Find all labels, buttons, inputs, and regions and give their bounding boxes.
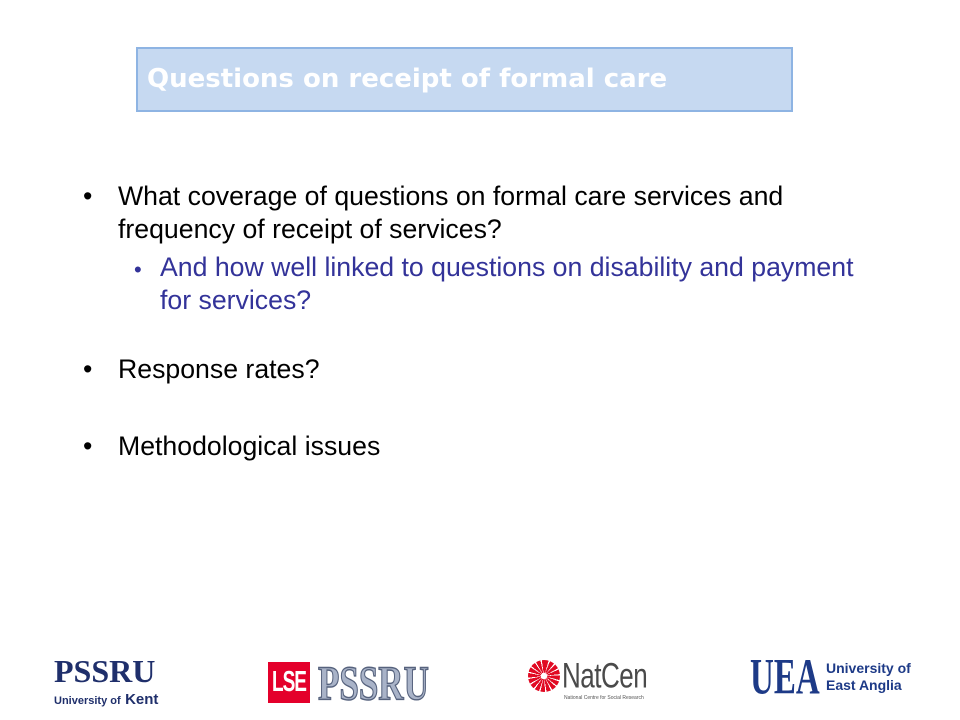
bullet-line: What coverage of questions on formal care services and — [118, 181, 784, 211]
lse-pssru-logo-name: PSSRU — [318, 656, 429, 711]
pssru-kent-logo-kent: Kent — [125, 691, 159, 708]
title-box — [136, 47, 793, 112]
bullet-line: frequency of receipt of services? — [118, 214, 502, 244]
lse-logo — [268, 662, 310, 703]
uea-logo-line1: University of — [826, 660, 911, 676]
sub-bullet-text — [160, 251, 853, 317]
sub-bullet-line: And how well linked to questions on disability and payment — [160, 252, 854, 282]
uea-logo-text — [826, 660, 911, 694]
bullet-glyph: • — [83, 431, 93, 461]
uea-logo-mark: UEA — [750, 649, 820, 706]
bullet-glyph: • — [83, 181, 93, 211]
bullet-text — [118, 353, 320, 386]
bullet-glyph: • — [83, 354, 93, 384]
bullet-line: Methodological issues — [118, 431, 381, 461]
slide-title: Questions on receipt of formal care — [147, 64, 668, 94]
pssru-kent-logo-university: University of — [54, 695, 121, 707]
uea-logo-line2: East Anglia — [826, 677, 902, 693]
bullet-text — [118, 180, 783, 246]
sub-bullet-glyph: • — [134, 257, 142, 282]
natcen-logo-name: NatCen — [562, 655, 648, 696]
lse-logo-text: LSE — [272, 666, 306, 699]
bullet-line: Response rates? — [118, 354, 320, 384]
pssru-kent-logo-name: PSSRU — [54, 653, 156, 689]
pssru-kent-logo-subtitle — [54, 691, 158, 710]
natcen-logo-icon — [528, 660, 560, 692]
natcen-logo-tagline: National Centre for Social Research — [564, 695, 644, 701]
sub-bullet-line: for services? — [160, 285, 312, 315]
pssru-kent-logo — [54, 655, 160, 711]
bullet-text — [118, 430, 380, 463]
